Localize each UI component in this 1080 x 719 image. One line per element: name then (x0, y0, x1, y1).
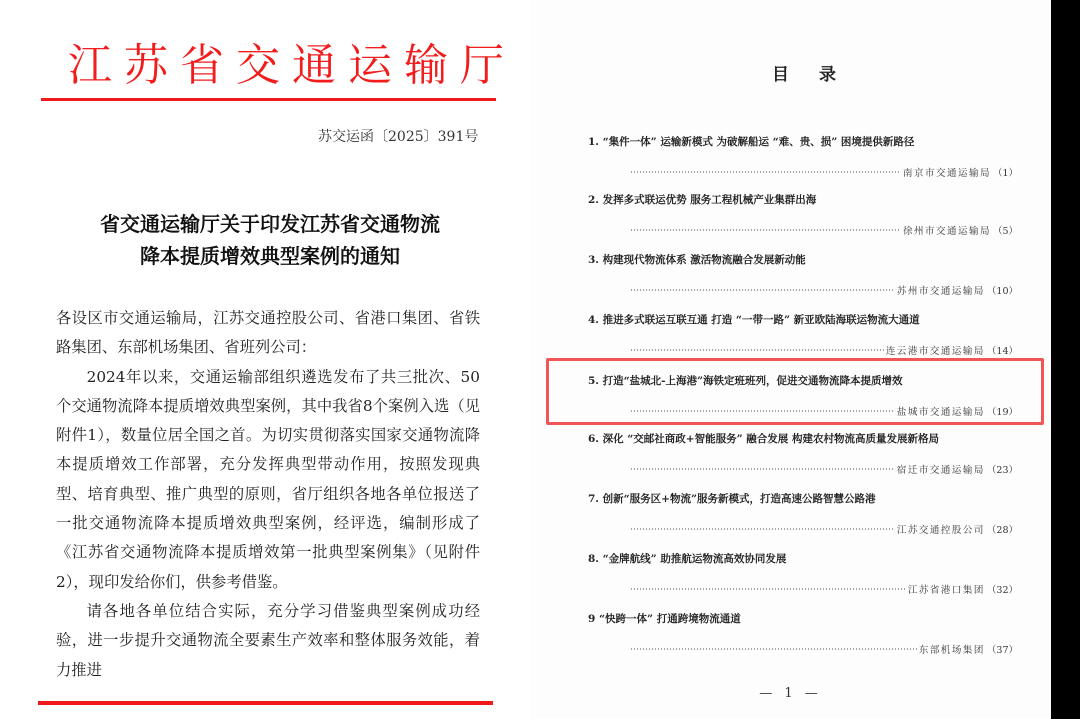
toc-item-source: 宿迁市交通运输局 (896, 465, 985, 476)
toc-item-heading: 4. 推进多式联运互联互通 打造 “一带一路” 新亚欧陆海联运物流大通道 (588, 314, 920, 326)
toc-item-source: 南京市交通运输局 (902, 168, 991, 179)
toc-item-heading: 7. 创新“服务区+物流”服务新模式，打造高速公路智慧公路港 (588, 493, 876, 505)
body-paragraph: 请各地各单位结合实际，充分学习借鉴典型案例成功经验，进一步提升交通物流全要素生产效率和整体服务效能，着力推进 (56, 601, 480, 679)
toc-title: 目 录 (772, 65, 848, 85)
toc-item-leader (630, 283, 1018, 297)
toc-item-leader (630, 343, 1018, 357)
body-paragraph: 2024年以来，交通运输部组织遴选发布了共三批次、50个交通物流降本提质增效典型案例，其中我省8个案例入选（见附件1），数量位居全国之首。为切实贯彻落实国家交通物流降本提质增效工作部署，充分发挥典型带动作用，按照发现典型、培育典型、推广典型的原则，省厅组织各地各单位报送了一批交通物流降本提质增效典型案例，经评选，编制形成了《江苏省交通物流降本提质增效第一批典型案例集》（见附件2），现印发给你们，供参考借鉴。 (56, 367, 480, 591)
toc-item[interactable] (588, 135, 1018, 179)
toc-item-heading: 3. 构建现代物流体系 激活物流融合发展新动能 (588, 254, 806, 266)
toc-item-page: （32） (986, 585, 1018, 596)
toc-item-highlighted[interactable] (588, 374, 1018, 418)
dot-leader (630, 349, 884, 351)
toc-item-leader (630, 522, 1018, 536)
toc-item-source: 江苏省港口集团 (907, 585, 985, 596)
toc-item[interactable] (588, 313, 1018, 357)
red-divider-bottom (38, 701, 493, 705)
document-title-line-2: 降本提质增效典型案例的通知 (140, 244, 400, 268)
toc-item-page: （37） (986, 645, 1018, 656)
toc-item[interactable] (588, 193, 1018, 237)
page-number: — 1 — (759, 686, 822, 701)
toc-item-page: （14） (986, 346, 1018, 357)
toc-item-page: （1） (992, 168, 1018, 179)
red-divider-top (41, 98, 496, 101)
dot-leader (630, 289, 895, 291)
toc-item-source: 盐城市交通运输局 (896, 407, 985, 418)
toc-item-source: 徐州市交通运输局 (902, 226, 991, 237)
toc-item-source: 连云港市交通运输局 (885, 346, 985, 357)
dot-leader (630, 171, 901, 173)
toc-item-heading: 5. 打造“盐城北-上海港”海铁定班班列，促进交通物流降本提质增效 (588, 375, 903, 387)
toc-item-page: （5） (992, 226, 1018, 237)
dot-leader (630, 410, 895, 412)
toc-item-heading: 1. “集件一体” 运输新模式 为破解船运 “难、贵、损” 困境提供新路径 (588, 136, 915, 148)
addressee-paragraph: 各设区市交通运输局，江苏交通控股公司、省港口集团、省铁路集团、东部机场集团、省班列公司： (56, 309, 480, 357)
toc-item-heading: 2. 发挥多式联运优势 服务工程机械产业集群出海 (588, 194, 817, 206)
toc-item-source: 江苏交通控股公司 (896, 525, 985, 536)
dot-leader (630, 588, 906, 590)
toc-item-page: （28） (986, 525, 1018, 536)
toc-item[interactable] (588, 432, 1018, 476)
toc-item-heading: 8. “金牌航线” 助推航运物流高效协同发展 (588, 553, 787, 565)
toc-item-source: 苏州市交通运输局 (896, 286, 985, 297)
toc-item-source: 东部机场集团 (918, 645, 985, 656)
dot-leader (630, 528, 895, 530)
dot-leader (630, 229, 901, 231)
toc-item[interactable] (588, 612, 1018, 656)
toc-item-heading: 6. 深化 “交邮社商政+智能服务” 融合发展 构建农村物流高质量发展新格局 (588, 433, 939, 445)
toc-item[interactable] (588, 492, 1018, 536)
toc-item[interactable] (588, 552, 1018, 596)
masthead-title: 江苏省交通运输厅 (68, 40, 516, 91)
document-title (60, 208, 480, 272)
document-body (56, 304, 480, 685)
toc-item-page: （19） (986, 407, 1018, 418)
left-page-notice (0, 0, 530, 719)
toc-item[interactable] (588, 253, 1018, 297)
toc-item-leader (630, 582, 1018, 596)
black-border-strip (1051, 0, 1080, 719)
toc-item-heading: 9 “快跨一体” 打通跨境物流通道 (588, 613, 741, 625)
toc-item-leader (630, 165, 1018, 179)
toc-item-leader (630, 404, 1018, 418)
toc-item-leader (630, 462, 1018, 476)
dot-leader (630, 648, 917, 650)
toc-item-page: （23） (986, 465, 1018, 476)
dot-leader (630, 468, 895, 470)
toc-item-page: （10） (986, 286, 1018, 297)
document-number: 苏交运函〔2025〕391号 (318, 129, 479, 145)
toc-item-leader (630, 223, 1018, 237)
toc-item-leader (630, 642, 1018, 656)
document-title-line-1: 省交通运输厅关于印发江苏省交通物流 (100, 212, 440, 236)
